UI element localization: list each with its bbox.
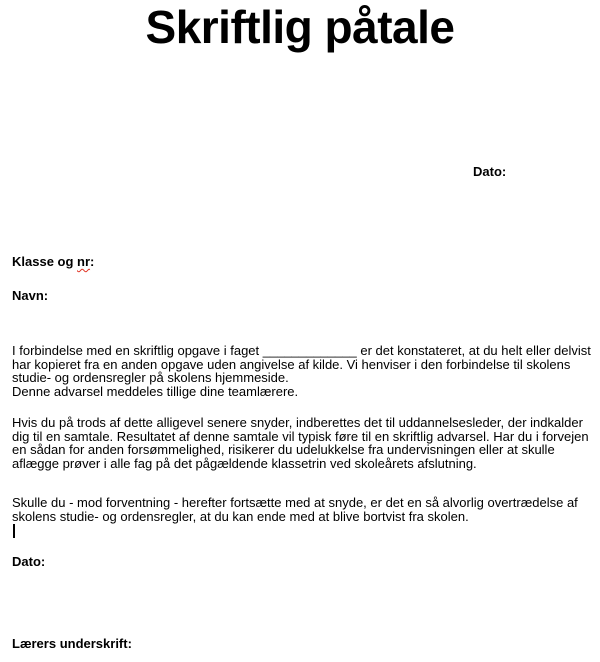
paragraph-line: har kopieret fra en anden opgave uden angivelse af kilde. Vi henviser i den forbindelse til skolens: [12, 356, 571, 372]
paragraph-line: Hvis du på trods af dette alligevel senere snyder, indberettes det til uddannelsesleder, der indkalder: [12, 415, 583, 430]
name-label: Navn:: [12, 288, 49, 303]
paragraph-line: en sådan for anden forsømmelighed, risikerer du udelukkelse fra undervisningen eller at skulle: [12, 442, 555, 458]
paragraph-line: Skulle du - mod forventning - herefter fortsætte med at snyde, er det en så alvorlig overtrædelse af: [12, 495, 578, 510]
class-label-prefix: Klasse og: [12, 254, 78, 269]
class-and-number-label: [12, 254, 94, 269]
paragraph-line: studie- og ordensregler på skolens hjemmeside.: [12, 370, 289, 386]
date-label-top: Dato:: [473, 164, 507, 179]
document-title: Skriftlig påtale: [145, 1, 455, 53]
paragraph-line: aflægge prøver i alle fag på det pågældende klassetrin ved skoleårets afslutning.: [12, 456, 477, 472]
date-label-bottom: Dato:: [12, 554, 46, 569]
paragraph-expulsion-warning: [12, 496, 578, 523]
text-cursor: [13, 524, 15, 538]
paragraph-line: dig til en samtale. Resultatet af denne samtale vil typisk føre til en skriftlig advarsel. Har du i forvejen: [12, 428, 589, 444]
paragraph-line: I forbindelse med en skriftlig opgave i faget _____________ er det konstateret, at du helt eller delvist: [12, 343, 591, 358]
paragraph-plagiarism-notice: [12, 344, 591, 399]
paragraph-line: skolens studie- og ordensregler, at du kan ende med at blive bortvist fra skolen.: [12, 508, 469, 524]
paragraph-consequences: [12, 416, 589, 471]
class-label-colon: :: [90, 254, 95, 269]
teacher-signature-label: Lærers underskrift:: [12, 636, 132, 651]
paragraph-line: Denne advarsel meddeles tillige dine teamlærere.: [12, 384, 299, 400]
misspelled-word: nr: [77, 254, 91, 269]
